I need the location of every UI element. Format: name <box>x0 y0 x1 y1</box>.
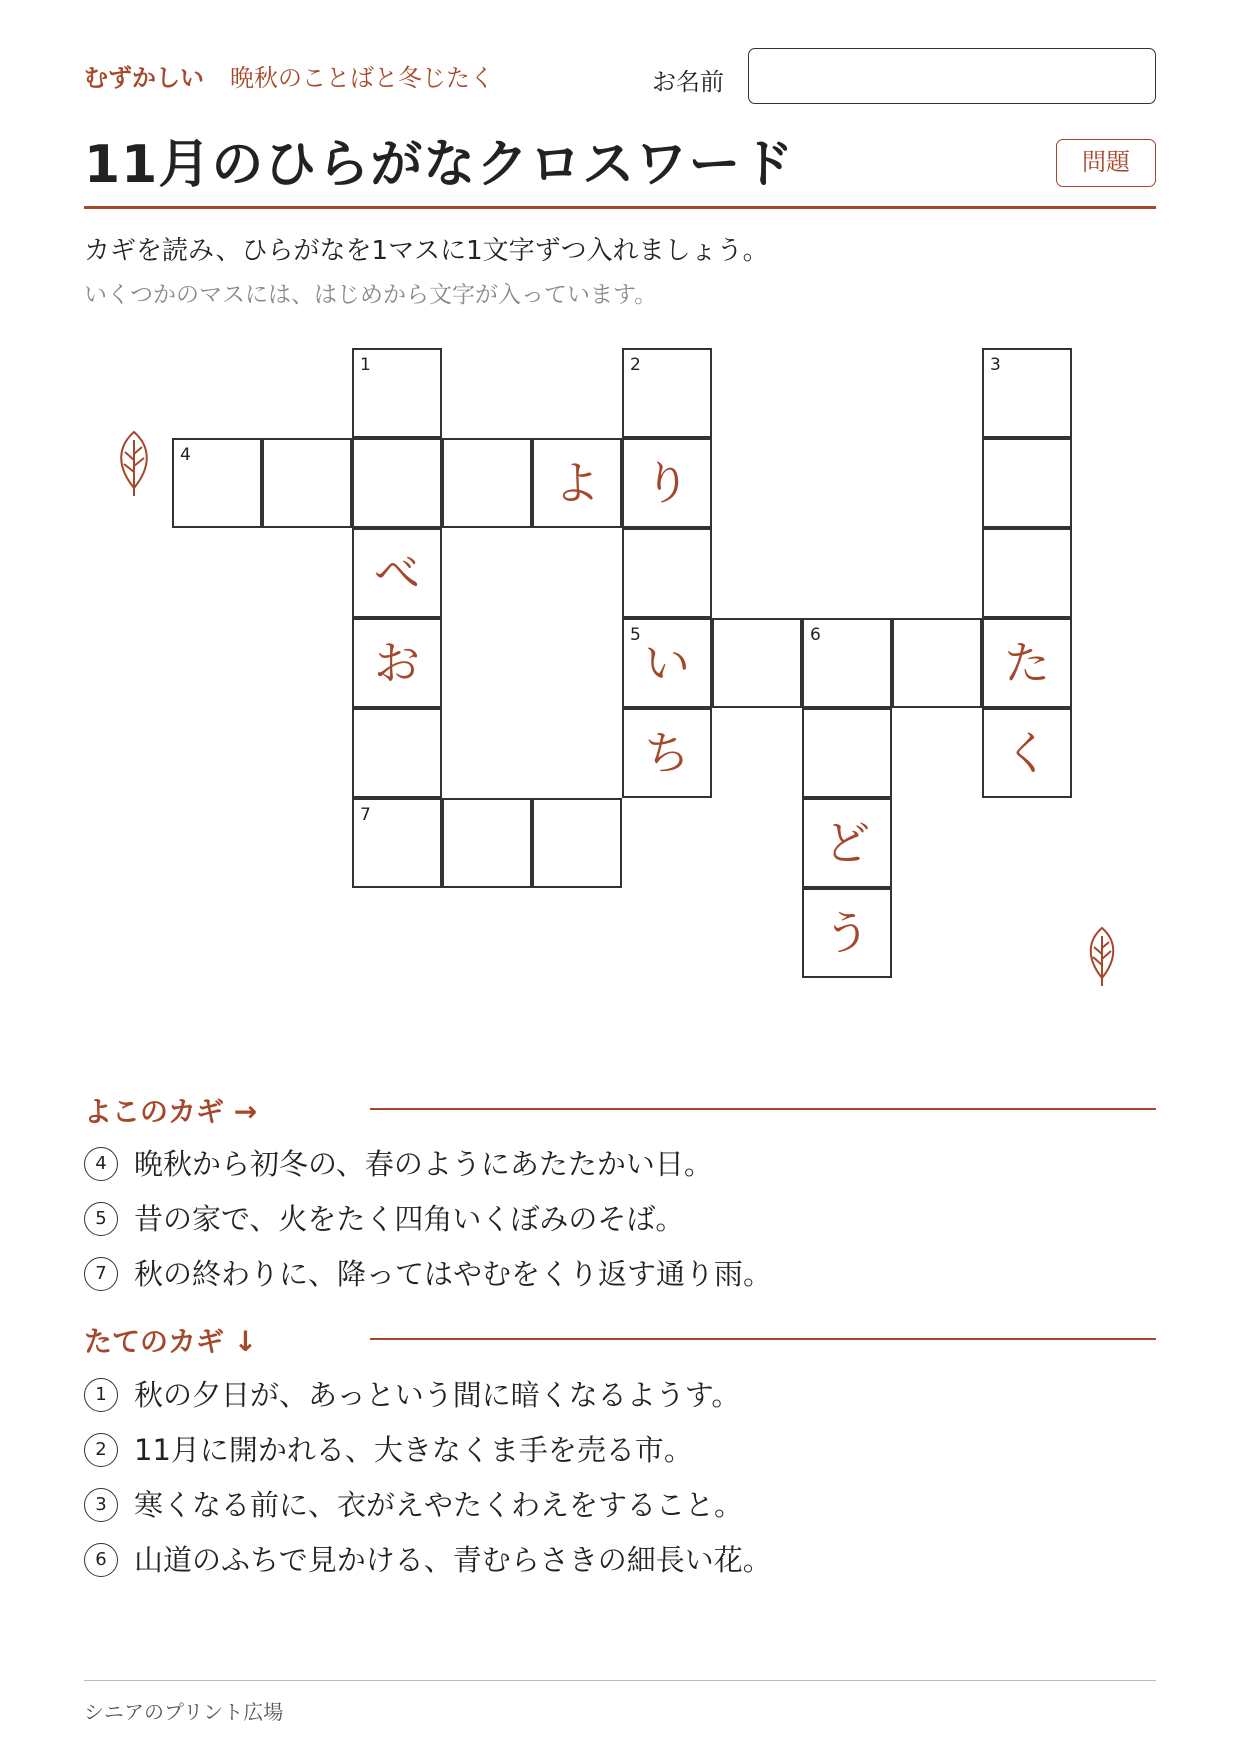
cell-letter: お <box>374 636 420 690</box>
cell-letter: よ <box>554 456 600 510</box>
cell-letter: ち <box>644 726 690 780</box>
grid-cell[interactable] <box>352 348 442 438</box>
cell-letter <box>804 620 890 706</box>
clue-number-badge: 6 <box>84 1543 118 1577</box>
cell-letter <box>354 440 440 526</box>
cell-letter <box>354 350 440 436</box>
grid-cell[interactable] <box>802 708 892 798</box>
grid-cell[interactable] <box>622 708 712 798</box>
across-divider <box>370 1108 1156 1110</box>
clue-text: 晩秋から初冬の、春のようにあたたかい日。 <box>134 1147 713 1181</box>
cell-letter: く <box>1004 726 1050 780</box>
clue-text: 山道のふちで見かける、青むらさきの細長い花。 <box>134 1543 772 1577</box>
cell-letter: べ <box>374 546 420 600</box>
clue-text: 昔の家で、火をたく四角いくぼみのそば。 <box>134 1202 685 1236</box>
grid-cell[interactable] <box>982 618 1072 708</box>
leaf-icon <box>1082 926 1122 988</box>
cell-letter: い <box>644 636 690 690</box>
grid-cell[interactable] <box>352 438 442 528</box>
cell-number: 7 <box>360 805 371 825</box>
grid-cell[interactable] <box>622 618 712 708</box>
clue-number-badge: 7 <box>84 1257 118 1291</box>
name-label: お名前 <box>652 68 724 96</box>
cell-letter <box>264 440 350 526</box>
clue-text: 11月に開かれる、大きなくま手を売る市。 <box>134 1433 693 1467</box>
instruction-main: カギを読み、ひらがなを1マスに1文字ずつ入れましょう。 <box>84 236 769 266</box>
grid-cell[interactable] <box>892 618 982 708</box>
cell-letter <box>174 440 260 526</box>
grid-cell[interactable] <box>802 888 892 978</box>
cell-number: 6 <box>810 625 821 645</box>
grid-cell[interactable] <box>532 798 622 888</box>
cell-letter <box>444 800 530 886</box>
across-clue <box>84 1142 713 1183</box>
down-heading: たてのカギ ↓ <box>84 1325 258 1358</box>
cell-letter <box>984 440 1070 526</box>
grid-cell[interactable] <box>712 618 802 708</box>
cell-letter: ど <box>824 816 870 870</box>
down-clue <box>84 1428 693 1469</box>
grid-cell[interactable] <box>352 798 442 888</box>
cell-letter: う <box>824 906 870 960</box>
cell-number: 3 <box>990 355 1001 375</box>
cell-number: 2 <box>630 355 641 375</box>
grid-cell[interactable] <box>352 618 442 708</box>
clue-text: 秋の終わりに、降ってはやむをくり返す通り雨。 <box>134 1257 773 1291</box>
grid-cell[interactable] <box>532 438 622 528</box>
cell-letter <box>624 350 710 436</box>
grid-cell[interactable] <box>802 798 892 888</box>
grid-cell[interactable] <box>262 438 352 528</box>
cell-number: 4 <box>180 445 191 465</box>
cell-number: 5 <box>630 625 641 645</box>
difficulty-label: むずかしい <box>84 64 204 92</box>
down-divider <box>370 1338 1156 1340</box>
clue-text: 寒くなる前に、衣がえやたくわえをすること。 <box>134 1488 744 1522</box>
grid-cell[interactable] <box>172 438 262 528</box>
grid-cell[interactable] <box>982 348 1072 438</box>
cell-letter <box>624 530 710 616</box>
across-clue <box>84 1197 684 1238</box>
clue-number-badge: 2 <box>84 1433 118 1467</box>
leaf-icon <box>114 430 154 498</box>
across-heading: よこのカギ → <box>84 1095 258 1128</box>
cell-letter <box>714 620 800 706</box>
grid-cell[interactable] <box>982 708 1072 798</box>
cell-letter <box>804 710 890 796</box>
grid-cell[interactable] <box>982 528 1072 618</box>
clue-number-badge: 5 <box>84 1202 118 1236</box>
grid-cell[interactable] <box>442 798 532 888</box>
down-clue <box>84 1373 740 1414</box>
footer-credit: シニアのプリント広場 <box>84 1700 284 1724</box>
grid-cell[interactable] <box>352 708 442 798</box>
clue-text: 秋の夕日が、あっという間に暗くなるようす。 <box>134 1378 741 1412</box>
down-clue <box>84 1483 743 1524</box>
footer-divider <box>84 1680 1156 1681</box>
grid-cell[interactable] <box>622 528 712 618</box>
theme-subtitle: 晩秋のことばと冬じたく <box>230 64 494 92</box>
grid-cell[interactable] <box>802 618 892 708</box>
instruction-note: いくつかのマスには、はじめから文字が入っています。 <box>84 282 658 308</box>
grid-cell[interactable] <box>442 438 532 528</box>
cell-letter <box>984 530 1070 616</box>
cell-letter <box>984 350 1070 436</box>
cell-letter <box>444 440 530 526</box>
cell-letter <box>534 800 620 886</box>
cell-letter: た <box>1004 636 1050 690</box>
grid-cell[interactable] <box>622 438 712 528</box>
cell-letter <box>354 710 440 796</box>
clue-number-badge: 1 <box>84 1378 118 1412</box>
down-clue <box>84 1538 772 1579</box>
cell-number: 1 <box>360 355 371 375</box>
clue-number-badge: 4 <box>84 1147 118 1181</box>
cell-letter <box>354 800 440 886</box>
clue-number-badge: 3 <box>84 1488 118 1522</box>
grid-cell[interactable] <box>622 348 712 438</box>
page-title: 11月のひらがなクロスワード <box>84 135 795 195</box>
cell-letter: り <box>644 456 690 510</box>
grid-cell[interactable] <box>982 438 1072 528</box>
grid-cell[interactable] <box>352 528 442 618</box>
problem-badge: 問題 <box>1056 139 1156 187</box>
across-clue <box>84 1252 772 1293</box>
cell-letter <box>894 620 980 706</box>
